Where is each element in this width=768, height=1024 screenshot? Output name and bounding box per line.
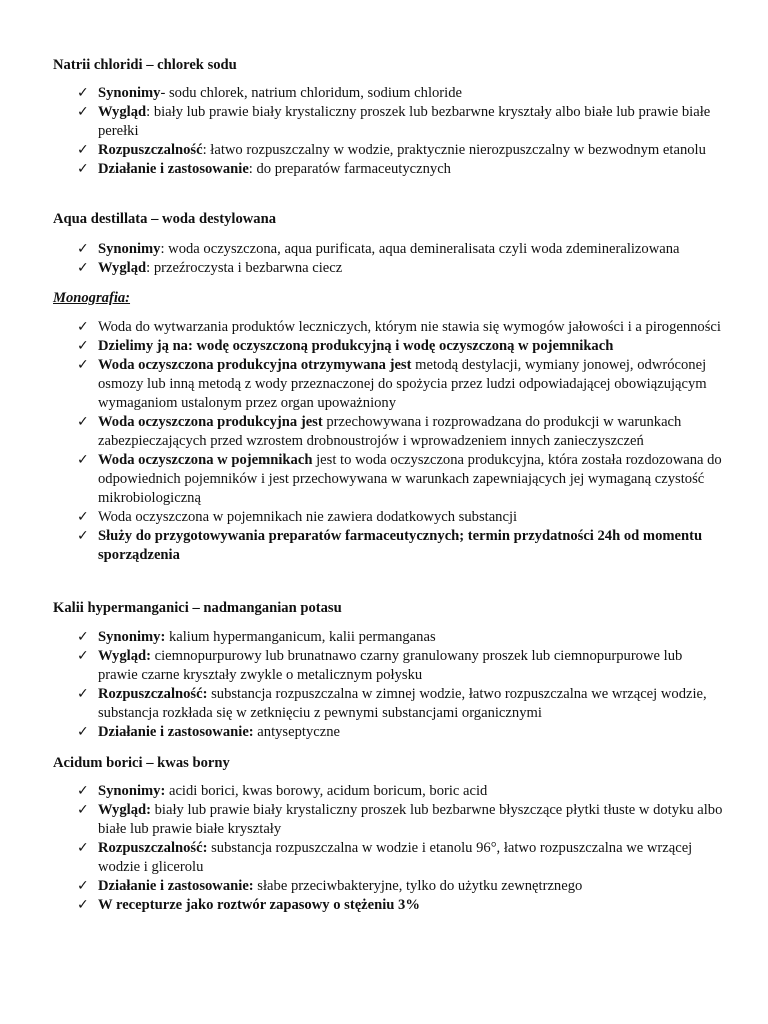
checkmark-icon: ✓ bbox=[77, 783, 89, 799]
section-heading: Natrii chloridi – chlorek sodu bbox=[53, 57, 237, 73]
list-item: ✓ Działanie i zastosowanie: antyseptyczne bbox=[77, 724, 340, 740]
bullet-list bbox=[53, 84, 723, 179]
list-item: ✓ Działanie i zastosowanie: słabe przeciwbakteryjne, tylko do użytku zewnętrznego bbox=[77, 878, 583, 894]
list-item: ✓ W recepturze jako roztwór zapasowy o stężeniu 3% bbox=[77, 897, 420, 913]
checkmark-icon: ✓ bbox=[77, 319, 89, 335]
list-item: ✓ Synonimy- sodu chlorek, natrium chloridum, sodium chloride bbox=[77, 85, 462, 101]
list-item: ✓ Wygląd: biały lub prawie biały krystaliczny proszek lub bezbarwne błyszczące płytki tłuste w dotyku albo białe lub prawie białe kryształy bbox=[77, 802, 723, 837]
checkmark-icon: ✓ bbox=[77, 509, 89, 525]
checkmark-icon: ✓ bbox=[77, 357, 89, 373]
monograph-heading: Monografia: bbox=[53, 290, 131, 306]
checkmark-icon: ✓ bbox=[77, 878, 89, 894]
checkmark-icon: ✓ bbox=[77, 85, 89, 101]
list-item: ✓ Wygląd: biały lub prawie biały krystaliczny proszek lub bezbarwne kryształy albo białe lub prawie białe perełki bbox=[77, 104, 711, 139]
bullet-list bbox=[53, 628, 723, 742]
checkmark-icon: ✓ bbox=[77, 802, 89, 818]
checkmark-icon: ✓ bbox=[77, 338, 89, 354]
section-heading: Kalii hypermanganici – nadmanganian potasu bbox=[53, 600, 342, 616]
list-item: ✓ Synonimy: acidi borici, kwas borowy, acidum boricum, boric acid bbox=[77, 783, 488, 799]
section-heading: Acidum borici – kwas borny bbox=[53, 755, 230, 771]
section-heading: Aqua destillata – woda destylowana bbox=[53, 211, 276, 227]
checkmark-icon: ✓ bbox=[77, 629, 89, 645]
checkmark-icon: ✓ bbox=[77, 161, 89, 177]
checkmark-icon: ✓ bbox=[77, 724, 89, 740]
list-item: ✓ Woda oczyszczona produkcyjna otrzymywana jest metodą destylacji, wymiany jonowej, odwróconej osmozy lub inną metodą z wody przeznaczonej do spożycia przez ludzi odpowiadającej obowiązującym wymaganiom ustalonym przez organ upoważniony bbox=[77, 357, 707, 411]
bullet-list bbox=[53, 318, 723, 565]
list-item: ✓ Rozpuszczalność: substancja rozpuszczalna w wodzie i etanolu 96°, łatwo rozpuszczalna we wrzącej wodzie i glicerolu bbox=[77, 840, 693, 875]
checkmark-icon: ✓ bbox=[77, 104, 89, 120]
checkmark-icon: ✓ bbox=[77, 452, 89, 468]
list-item: ✓ Woda oczyszczona w pojemnikach nie zawiera dodatkowych substancji bbox=[77, 509, 518, 525]
checkmark-icon: ✓ bbox=[77, 414, 89, 430]
bullet-list bbox=[53, 240, 723, 278]
list-item: ✓ Wygląd: przeźroczysta i bezbarwna ciecz bbox=[77, 260, 343, 276]
checkmark-icon: ✓ bbox=[77, 897, 89, 913]
checkmark-icon: ✓ bbox=[77, 648, 89, 664]
list-item: ✓ Woda do wytwarzania produktów leczniczych, którym nie stawia się wymogów jałowości i a pirogenności bbox=[77, 319, 721, 335]
list-item: ✓ Rozpuszczalność: łatwo rozpuszczalny w wodzie, praktycznie nierozpuszczalny w bezwodnym etanolu bbox=[77, 142, 706, 158]
list-item: ✓ Rozpuszczalność: substancja rozpuszczalna w zimnej wodzie, łatwo rozpuszczalna we wrzącej wodzie, substancja rozkłada się w zetknięciu z pewnymi substancjami organicznymi bbox=[77, 686, 707, 721]
checkmark-icon: ✓ bbox=[77, 528, 89, 544]
checkmark-icon: ✓ bbox=[77, 840, 89, 856]
checkmark-icon: ✓ bbox=[77, 260, 89, 276]
checkmark-icon: ✓ bbox=[77, 686, 89, 702]
checkmark-icon: ✓ bbox=[77, 241, 89, 257]
list-item: ✓ Służy do przygotowywania preparatów farmaceutycznych; termin przydatności 24h od momentu sporządzenia bbox=[77, 528, 703, 563]
bullet-list bbox=[53, 782, 723, 915]
list-item: ✓ Dzielimy ją na: wodę oczyszczoną produkcyjną i wodę oczyszczoną w pojemnikach bbox=[77, 338, 614, 354]
list-item: ✓ Woda oczyszczona produkcyjna jest przechowywana i rozprowadzana do produkcji w warunkach zabezpieczających przed wzrostem drobnoustrojów i wprowadzeniem innych zanieczyszczeń bbox=[77, 414, 682, 449]
list-item: ✓ Działanie i zastosowanie: do preparatów farmaceutycznych bbox=[77, 161, 451, 177]
list-item: ✓ Woda oczyszczona w pojemnikach jest to woda oczyszczona produkcyjna, która została rozdozowana do odpowiednich pojemników i jest przechowywana w warunkach zapewniających jej wymaganą czystość mikrobiologiczną bbox=[77, 452, 722, 506]
list-item: ✓ Synonimy: woda oczyszczona, aqua purificata, aqua demineralisata czyli woda zdemineralizowana bbox=[77, 241, 680, 257]
list-item: ✓ Wygląd: ciemnopurpurowy lub brunatnawo czarny granulowany proszek lub ciemnopurpurowe lub prawie czarne kryształy zwykle o metalicznym połysku bbox=[77, 648, 683, 683]
checkmark-icon: ✓ bbox=[77, 142, 89, 158]
list-item: ✓ Synonimy: kalium hypermanganicum, kalii permanganas bbox=[77, 629, 436, 645]
